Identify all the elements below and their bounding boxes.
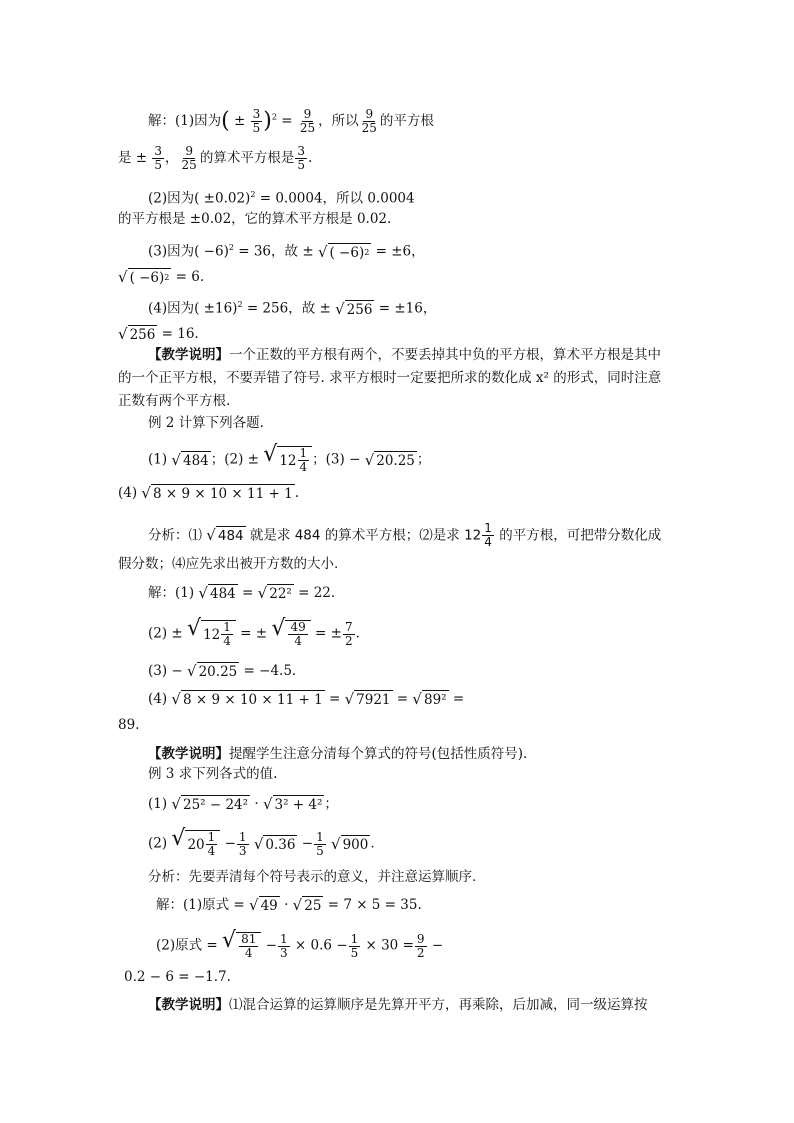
sqrt bbox=[271, 616, 310, 648]
example3-question1 bbox=[148, 795, 338, 814]
radicand bbox=[277, 446, 312, 474]
example2-solution4 bbox=[148, 690, 464, 709]
paren-left: ( bbox=[221, 108, 230, 134]
example2-question4 bbox=[118, 484, 299, 503]
denominator: 25 bbox=[299, 121, 316, 135]
radical-sign: √ bbox=[141, 484, 151, 502]
exponent: 2 bbox=[237, 300, 243, 309]
radical-sign: √ bbox=[118, 325, 128, 343]
radical-sign: √ bbox=[253, 834, 264, 853]
radical-sign: √ bbox=[118, 268, 128, 286]
denominator: 25 bbox=[181, 158, 197, 172]
sqrt bbox=[258, 584, 294, 603]
example3-analysis bbox=[148, 868, 476, 886]
fraction bbox=[343, 621, 355, 648]
numerator: 3 bbox=[297, 144, 305, 158]
example2-solution4-result bbox=[118, 716, 139, 734]
example2-title bbox=[148, 414, 264, 432]
text: ( −6) bbox=[329, 244, 365, 261]
fraction bbox=[221, 621, 233, 648]
text: (2)原式 = bbox=[156, 937, 218, 954]
solution1-line8 bbox=[118, 325, 199, 344]
denominator: 25 bbox=[361, 121, 377, 135]
text: = ±6， bbox=[371, 243, 425, 260]
radical-sign: √ bbox=[171, 690, 181, 708]
sqrt bbox=[187, 616, 236, 648]
sqrt bbox=[254, 835, 298, 854]
radical-sign: √ bbox=[171, 450, 181, 469]
note1-line1 bbox=[148, 346, 661, 364]
text: . bbox=[355, 625, 360, 642]
example2-solution3 bbox=[148, 662, 296, 681]
text: = 16. bbox=[157, 326, 199, 342]
exponent: 2 bbox=[364, 247, 370, 257]
text: = 36，故 ± bbox=[233, 243, 314, 260]
radicand bbox=[328, 243, 372, 262]
example2-questions bbox=[148, 442, 431, 474]
sqrt bbox=[331, 835, 370, 854]
text: = bbox=[448, 691, 465, 707]
text: (3)因为( −6) bbox=[148, 243, 229, 260]
text: = 7 × 5 = 35. bbox=[323, 897, 422, 913]
sqrt bbox=[412, 690, 448, 709]
radical-sign: √ bbox=[262, 795, 273, 813]
denominator: 5 bbox=[154, 158, 163, 172]
radical-sign: √ bbox=[412, 690, 422, 708]
sqrt bbox=[365, 451, 417, 470]
text: = bbox=[281, 113, 293, 129]
text: · bbox=[279, 897, 289, 913]
fraction bbox=[251, 108, 263, 135]
radicand: 8 × 9 × 10 × 11 + 1 bbox=[152, 486, 293, 502]
numerator: 1 bbox=[316, 829, 324, 844]
note1-line3 bbox=[118, 392, 230, 410]
text: 是 ± bbox=[118, 150, 148, 166]
radical-sign: √ bbox=[187, 662, 197, 680]
radical-sign: √ bbox=[364, 450, 375, 469]
fraction bbox=[360, 108, 379, 135]
text: 分析：⑴ bbox=[148, 527, 202, 544]
text: 假分数；⑷应先求出被开方数的大小. bbox=[118, 556, 339, 572]
text: × 0.6 − bbox=[290, 937, 348, 954]
sqrt bbox=[187, 662, 239, 681]
text: 提醒学生注意分清每个算式的符号(包括性质符号). bbox=[229, 746, 528, 762]
text: = 22. bbox=[293, 585, 336, 601]
example2-analysis2 bbox=[118, 555, 338, 573]
note-tag: 【教学说明】 bbox=[148, 347, 229, 363]
numerator: 1 bbox=[299, 446, 308, 460]
text: 12 bbox=[279, 452, 297, 469]
radicand: 484 bbox=[217, 528, 244, 544]
denominator: 2 bbox=[344, 633, 353, 648]
radical-sign: √ bbox=[222, 928, 237, 953]
fraction bbox=[314, 831, 326, 858]
text: · bbox=[250, 796, 259, 812]
denominator: 5 bbox=[350, 945, 359, 960]
text: (1) bbox=[148, 451, 168, 468]
text: 正数有两个平方根. bbox=[118, 393, 231, 409]
radical-sign: √ bbox=[187, 616, 202, 641]
text: 解：(1) bbox=[148, 585, 195, 601]
sqrt bbox=[141, 484, 294, 503]
text: 分析：先要弄清每个符号表示的意义，并注意运算顺序. bbox=[148, 869, 477, 885]
text: 的一个正平方根，不要弄错了符号. 求平方根时一定要把所求的数化成 x² 的形式，同时注意 bbox=[118, 370, 662, 386]
numerator: 49 bbox=[290, 620, 306, 634]
radical-sign: √ bbox=[317, 242, 328, 261]
sqrt bbox=[249, 896, 280, 915]
note-tag: 【教学说明】 bbox=[148, 997, 229, 1013]
text: = bbox=[324, 691, 341, 707]
radical-sign: √ bbox=[257, 584, 268, 602]
sqrt bbox=[171, 690, 324, 709]
radicand bbox=[185, 830, 220, 858]
numerator: 9 bbox=[365, 107, 374, 121]
text: = bbox=[237, 585, 254, 601]
exponent: 2 bbox=[250, 190, 256, 199]
denominator: 4 bbox=[484, 535, 492, 549]
radicand: 89² bbox=[423, 692, 447, 708]
denominator: 4 bbox=[294, 634, 302, 648]
denominator: 5 bbox=[252, 121, 261, 135]
fraction bbox=[180, 145, 199, 172]
text: = 6. bbox=[171, 269, 205, 285]
radicand bbox=[236, 932, 261, 960]
fraction bbox=[278, 933, 290, 960]
denominator: 4 bbox=[207, 844, 216, 858]
text: ；(3) − bbox=[312, 451, 361, 468]
text: 例 3 求下列各式的值. bbox=[148, 766, 278, 782]
text: (2) ± bbox=[148, 625, 183, 642]
fraction bbox=[298, 447, 310, 474]
numerator: 9 bbox=[416, 931, 425, 946]
denominator: 3 bbox=[279, 945, 288, 960]
text: 解：(1)原式 = bbox=[156, 897, 245, 913]
example2-solution2 bbox=[148, 616, 360, 648]
numerator: 3 bbox=[154, 144, 163, 158]
radicand: 3² + 4² bbox=[274, 797, 323, 813]
numerator: 3 bbox=[252, 107, 261, 121]
text: = −4.5. bbox=[239, 663, 297, 679]
text: ± bbox=[234, 113, 246, 129]
text: . bbox=[294, 485, 299, 501]
radical-sign: √ bbox=[335, 299, 345, 318]
radical-sign: √ bbox=[271, 616, 286, 641]
text: (4) bbox=[148, 691, 168, 707]
radicand: 49 bbox=[260, 898, 278, 914]
text: − bbox=[261, 937, 277, 954]
sqrt bbox=[345, 690, 393, 709]
denominator: 3 bbox=[238, 843, 247, 858]
fraction bbox=[288, 621, 307, 648]
example3-question2 bbox=[148, 826, 375, 858]
example2-analysis bbox=[148, 522, 661, 549]
note3 bbox=[148, 996, 648, 1014]
radicand: 25 bbox=[304, 898, 322, 914]
numerator: 1 bbox=[279, 931, 288, 946]
text: 0.2 − 6 = −1.7. bbox=[124, 969, 231, 985]
note1-line2 bbox=[118, 369, 661, 387]
numerator: 81 bbox=[241, 932, 257, 946]
text: = bbox=[392, 691, 409, 707]
fraction bbox=[298, 108, 317, 135]
sqrt bbox=[171, 795, 250, 814]
fraction bbox=[482, 522, 494, 549]
numerator: 1 bbox=[484, 521, 492, 535]
exponent: 2 bbox=[271, 112, 277, 122]
radical-sign: √ bbox=[198, 584, 208, 602]
radicand: 20.25 bbox=[198, 664, 238, 680]
text: (2) bbox=[148, 835, 168, 852]
sqrt bbox=[198, 584, 237, 603]
numerator: 1 bbox=[238, 829, 247, 844]
example3-solution2 bbox=[156, 928, 444, 960]
numerator: 9 bbox=[303, 107, 312, 121]
text: − bbox=[297, 835, 314, 852]
text: (4)因为( ±16) bbox=[148, 300, 238, 317]
radicand: 256 bbox=[346, 301, 373, 318]
radicand: 8 × 9 × 10 × 11 + 1 bbox=[182, 692, 323, 708]
radical-sign: √ bbox=[249, 896, 259, 914]
text: 89. bbox=[118, 717, 140, 733]
exponent: 2 bbox=[228, 243, 234, 252]
radical-sign: √ bbox=[292, 896, 303, 914]
text: (1) bbox=[148, 796, 168, 812]
example3-solution2-cont bbox=[124, 968, 231, 986]
numerator: 1 bbox=[223, 620, 231, 634]
numerator: 9 bbox=[185, 144, 193, 158]
solution1-line5 bbox=[148, 239, 425, 262]
radical-sign: √ bbox=[171, 826, 186, 851]
text: ， bbox=[165, 150, 179, 166]
text: 的平方根是 ±0.02，它的算术平方根是 0.02. bbox=[118, 211, 392, 227]
radicand: 7921 bbox=[356, 692, 391, 708]
fraction bbox=[349, 933, 361, 960]
text: = ± bbox=[310, 625, 342, 642]
text: (2)因为( ±0.02) bbox=[148, 190, 251, 207]
text: . bbox=[370, 835, 375, 852]
text: 解：(1)因为 bbox=[148, 113, 222, 129]
sqrt bbox=[263, 795, 324, 814]
fraction bbox=[206, 831, 218, 858]
sqrt bbox=[171, 826, 220, 858]
solution1-line4 bbox=[118, 210, 391, 228]
text: = ±16， bbox=[374, 300, 437, 317]
radicand bbox=[285, 620, 310, 648]
denominator: 4 bbox=[299, 460, 308, 474]
fraction bbox=[415, 933, 427, 960]
fraction bbox=[152, 145, 164, 172]
text: ⑴混合运算的运算顺序是先算开平方，再乘除，后加减，同一级运算按 bbox=[229, 997, 648, 1013]
text: = ± bbox=[235, 625, 268, 642]
text: ( −6) bbox=[129, 270, 165, 286]
text: 例 2 计算下列各题. bbox=[148, 415, 264, 431]
text: × 30 = bbox=[361, 937, 414, 954]
text: 的平方根 bbox=[379, 113, 434, 129]
text: 20 bbox=[187, 836, 205, 853]
denominator: 4 bbox=[223, 634, 231, 648]
text: (4) bbox=[118, 485, 138, 501]
numerator: 1 bbox=[207, 830, 216, 844]
radicand bbox=[201, 620, 236, 648]
radicand: 0.36 bbox=[265, 836, 296, 853]
radical-sign: √ bbox=[344, 690, 355, 708]
denominator: 5 bbox=[297, 158, 305, 172]
exponent: 2 bbox=[164, 273, 170, 282]
sqrt bbox=[118, 268, 171, 287]
radicand: 20.25 bbox=[376, 452, 415, 469]
solution1-line1 bbox=[148, 108, 434, 135]
solution1-line7 bbox=[148, 296, 436, 319]
text: ；(2) ± bbox=[210, 451, 259, 468]
text: 的平方根，可把带分数化成 bbox=[494, 527, 662, 544]
text: 的算术平方根是 bbox=[199, 150, 295, 166]
sqrt bbox=[206, 526, 245, 545]
denominator: 2 bbox=[416, 945, 425, 960]
sqrt bbox=[335, 300, 374, 319]
solution1-line6 bbox=[118, 268, 204, 287]
radicand bbox=[128, 268, 172, 287]
solution1-line3 bbox=[148, 186, 415, 208]
example3-title bbox=[148, 765, 277, 783]
text: ； bbox=[324, 796, 338, 812]
radicand: 256 bbox=[129, 327, 156, 343]
text: ，所以 bbox=[318, 113, 359, 129]
numerator: 7 bbox=[344, 619, 353, 634]
denominator: 5 bbox=[316, 843, 324, 858]
denominator: 4 bbox=[244, 946, 253, 960]
radicand: 484 bbox=[209, 586, 236, 602]
radical-sign: √ bbox=[171, 795, 181, 813]
radicand: 484 bbox=[182, 452, 209, 469]
text: 12 bbox=[203, 626, 221, 643]
note2 bbox=[148, 745, 527, 763]
example2-solution1 bbox=[148, 584, 335, 603]
sqrt bbox=[318, 243, 371, 262]
sqrt bbox=[171, 451, 210, 470]
radicand: 22² bbox=[269, 586, 292, 602]
numerator: 1 bbox=[350, 931, 359, 946]
radical-sign: √ bbox=[206, 526, 216, 544]
fraction bbox=[239, 933, 258, 960]
text: = 256，故 ± bbox=[242, 300, 331, 317]
sqrt bbox=[263, 442, 312, 474]
text: (3) − bbox=[148, 663, 183, 679]
radical-sign: √ bbox=[263, 442, 278, 467]
solution1-line2 bbox=[118, 145, 312, 172]
text: . bbox=[307, 150, 313, 166]
fraction bbox=[237, 831, 249, 858]
fraction bbox=[295, 145, 307, 172]
text: 一个正数的平方根有两个，不要丢掉其中负的平方根，算术平方根是其中 bbox=[229, 347, 661, 363]
radical-sign: √ bbox=[331, 834, 341, 853]
note-tag: 【教学说明】 bbox=[148, 746, 229, 762]
sqrt bbox=[293, 896, 324, 915]
paren-right: ) bbox=[263, 108, 272, 134]
example3-solution1 bbox=[156, 896, 422, 915]
text: ； bbox=[416, 451, 431, 468]
text: − bbox=[427, 937, 444, 954]
text: = 0.0004，所以 0.0004 bbox=[255, 190, 415, 207]
radicand: 25² − 24² bbox=[182, 797, 249, 813]
sqrt bbox=[118, 325, 157, 344]
text: − bbox=[220, 835, 236, 852]
text: 就是求 484 的算术平方根；⑵是求 12 bbox=[245, 527, 482, 544]
sqrt bbox=[222, 928, 261, 960]
radicand: 900 bbox=[342, 836, 369, 853]
